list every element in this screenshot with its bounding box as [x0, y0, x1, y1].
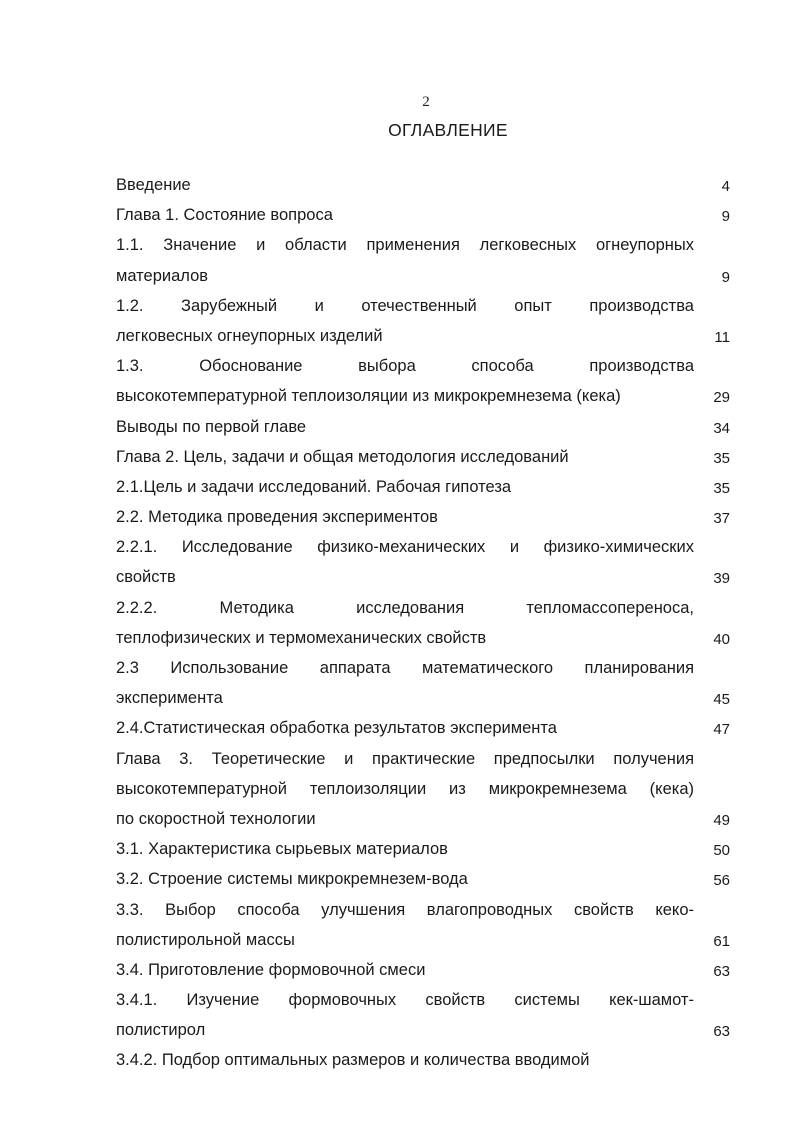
toc-page-number: 50: [713, 842, 730, 860]
toc-entry: [116, 291, 730, 351]
toc-entry-text: 1.2. Зарубежный и отечественный опыт производства: [116, 296, 694, 315]
toc-entry: [116, 351, 730, 411]
toc-entry: [116, 532, 730, 592]
toc-page-number: 49: [713, 811, 730, 829]
toc-entry-text: 2.3 Использование аппарата математического планирования: [116, 659, 694, 677]
toc-entry-text: по скоростной технологии: [116, 809, 316, 828]
toc-entry-text: свойств: [116, 568, 176, 587]
toc-entry-text: теплофизических и термомеханических свойств: [116, 628, 487, 647]
toc-page-number: 56: [713, 872, 730, 890]
toc-page-number: 63: [713, 962, 730, 980]
toc-entry-text: высокотемпературной теплоизоляции из микрокремнезема (кека): [116, 387, 621, 406]
toc-entry-text: эксперимента: [116, 689, 223, 708]
toc-entry-text: Глава 3. Теоретические и практические предпосылки получения: [116, 749, 694, 768]
toc-page-number: 35: [713, 449, 730, 467]
toc-entry-text: полистирол: [116, 1021, 206, 1040]
toc-entry: [116, 593, 730, 653]
toc-entry-text: 2.2. Методика проведения экспериментов: [116, 508, 438, 527]
toc-page-number: 37: [713, 510, 730, 528]
toc-entry-text: материалов: [116, 266, 209, 285]
toc-entry-text: 3.4.1. Изучение формовочных свойств системы кек-шамот-: [116, 991, 694, 1010]
toc-entry: [116, 864, 730, 894]
page-title: ОГЛАВЛЕНИЕ: [388, 120, 508, 140]
toc-entry: [116, 713, 730, 743]
toc-entry-text: 2.2.1. Исследование физико-механических и физико-химических: [116, 538, 694, 557]
toc-entry-text: легковесных огнеупорных изделий: [116, 326, 383, 345]
toc-entry-text: 3.4.2. Подбор оптимальных размеров и количества вводимой: [116, 1051, 590, 1070]
toc-page-number: 34: [713, 419, 730, 437]
toc-entry: [116, 955, 730, 985]
toc-page-number: 35: [713, 479, 730, 497]
toc-entry: [116, 412, 730, 442]
toc-entry: [116, 502, 730, 532]
toc-entry: [116, 472, 730, 502]
toc-page-number: 4: [721, 178, 730, 195]
table-of-contents: [116, 170, 730, 1076]
page-number: 2: [422, 94, 430, 110]
toc-entry-text: Глава 1. Состояние вопроса: [116, 206, 333, 225]
toc-entry: [116, 1045, 730, 1075]
toc-entry: [116, 230, 730, 290]
toc-entry-text: Введение: [116, 176, 191, 194]
toc-entry-text: 2.2.2. Методика исследования тепломассопереноса,: [116, 598, 694, 617]
toc-entry-text: полистирольной массы: [116, 930, 295, 949]
toc-entry-text: 3.3. Выбор способа улучшения влагопроводных свойств кеко-: [116, 900, 694, 919]
toc-entry: [116, 985, 730, 1045]
toc-entry-text: 2.4.Статистическая обработка результатов эксперимента: [116, 719, 557, 738]
toc-entry-text: 2.1.Цель и задачи исследований. Рабочая гипотеза: [116, 477, 512, 496]
toc-page-number: 11: [714, 328, 730, 346]
toc-page-number: 61: [713, 932, 730, 950]
toc-entry-text: 1.1. Значение и области применения легковесных огнеупорных: [116, 236, 694, 255]
toc-page-number: 39: [713, 570, 730, 588]
toc-entry: [116, 895, 730, 955]
toc-entry-text: 1.3. Обоснование выбора способа производства: [116, 357, 694, 376]
toc-page-number: 9: [721, 268, 730, 286]
toc-page-number: 40: [713, 630, 730, 648]
toc-page-number: 45: [713, 691, 730, 709]
toc-entry: [116, 834, 730, 864]
toc-page-number: 29: [713, 389, 730, 407]
toc-entry-text: высокотемпературной теплоизоляции из микрокремнезема (кека): [116, 779, 694, 798]
toc-page-number: 63: [713, 1023, 730, 1041]
toc-entry: [116, 200, 730, 230]
toc-entry-text: 3.4. Приготовление формовочной смеси: [116, 960, 426, 979]
toc-entry-text: Выводы по первой главе: [116, 417, 307, 436]
toc-page-number: 47: [713, 721, 730, 739]
toc-entry: [116, 170, 730, 200]
toc-entry: [116, 442, 730, 472]
toc-entry-text: Глава 2. Цель, задачи и общая методология исследований: [116, 447, 569, 466]
toc-entry: [116, 653, 730, 713]
toc-entry-text: 3.1. Характеристика сырьевых материалов: [116, 840, 448, 859]
toc-entry-text: 3.2. Строение системы микрокремнезем-вода: [116, 870, 468, 889]
toc-entry: [116, 744, 730, 835]
toc-page-number: 9: [721, 208, 730, 226]
